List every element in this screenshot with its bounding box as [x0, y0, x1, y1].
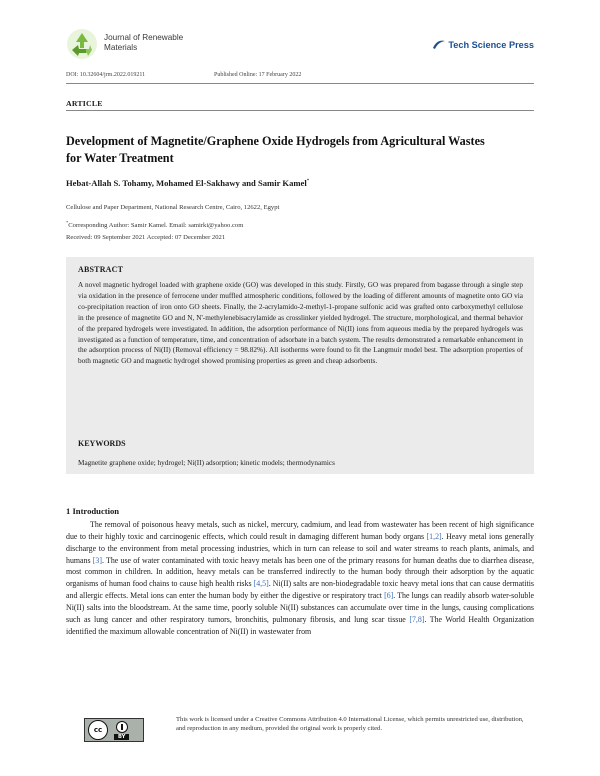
header-divider: [66, 83, 534, 84]
abstract-heading: ABSTRACT: [78, 265, 124, 274]
journal-name-line1: Journal of Renewable: [104, 33, 184, 42]
journal-name: [104, 33, 234, 53]
corresponding-author-text[interactable]: Corresponding Author: Samir Kamel. Email: samirki@yahoo.com: [68, 222, 244, 230]
abstract-text: A novel magnetic hydrogel loaded with graphene oxide (GO) was developed in this study. Firstly, GO was prepared from bagasse through a single step via oxidation in the presence of ferrocene under muffled atmospheric conditions, followed by the loading of different amounts of magnetite onto GO via co-precipitation reaction of iron onto GO sheets. Finally, the 2-acrylamido-2-methyl-1-propane sulfonic acid was grafted onto carboxymethyl cellulose in the presence of magnetite GO and N, N'-methylenebisacrylamide as crosslinker yielded hydrogel. The structure, morphological, and thermal behavior of the prepared hydrogels were investigated. In addition, the adsorption performance of Ni(II) ions from aqueous media by the prepared hydrogels was investigated as a function of temperature, time, and concentration of adsorbate in a batch system. The results demonstrated a remarkable enhancement in the adsorption process of Ni(II) (Removal efficiency = 98.82%). All isotherms were found to fit the Langmuir model best. The adsorption properties of both magnetic GO and magnetic hydrogel showed promising properties as green and cheap adsorbents.: [78, 281, 523, 366]
intro-text: . The lungs can readily absorb water-soluble Ni(II) salts into the bloodstream. At the same time, poorly soluble Ni(II) substances can accumulate over time in the lungs, causing complications such as lung cancer and other respiratory tumors, bronchitis, pulmonary fibrosis, and lung scar tissue: [66, 591, 534, 624]
article-label-divider: [66, 110, 534, 111]
citation-link[interactable]: [4,5]: [253, 579, 269, 589]
article-title-line1: Development of Magnetite/Graphene Oxide Hydrogels from Agricultural Wastes: [66, 134, 485, 148]
section-heading-introduction: 1 Introduction: [66, 506, 120, 516]
article-title: [66, 133, 536, 167]
publisher-logo: [432, 38, 534, 52]
cc-icon: cc: [88, 720, 108, 740]
person-icon: [116, 721, 128, 733]
license-footer: [84, 715, 534, 755]
intro-text: . Heavy metal ions generally discharge to the environment from metal processing industries, which in turn can release to soil and water streams to reach plants, animals, and humans: [66, 531, 534, 565]
intro-text: . Ni(II) salts are non-biodegradable toxic heavy metal ions that can cause dermatitis and allergic effects. Metal ions can enter the human body by either the digestive or respiratory tract: [66, 579, 534, 601]
received-accepted-dates: Received: 09 September 2021 Accepted: 07 December 2021: [66, 234, 226, 241]
author-list: [66, 178, 309, 188]
keywords-heading: KEYWORDS: [78, 439, 126, 448]
journal-name-line2: Materials: [104, 43, 138, 52]
affiliation: Cellulose and Paper Department, National Research Centre, Cairo, 12622, Egypt: [66, 204, 280, 211]
intro-text: . The use of water contaminated with toxic heavy metals has been one of the primary reasons for human deaths due to diarrhea disease, most common in children. In addition, heavy metals can be transferred indirectly to the human body through their adsorption by the aquatic organisms of human food chains to cause high health risks: [66, 555, 534, 589]
article-meta: [66, 72, 534, 78]
citation-link[interactable]: [6]: [384, 591, 394, 601]
article-title-line2: for Water Treatment: [66, 151, 174, 165]
corresponding-author: [66, 218, 243, 230]
doi[interactable]: DOI: 10.32604/jrm.2022.019211: [66, 72, 146, 78]
publisher-name: Tech Science Press: [448, 40, 534, 50]
authors-text: Hebat-Allah S. Tohamy, Mohamed El-Sakhawy and Samir Kamel: [66, 178, 307, 188]
recycle-logo-icon: [66, 28, 98, 60]
intro-text: The removal of poisonous heavy metals, such as nickel, mercury, cadmium, and lead from wastewater has been recent of high significance due to their highly toxic and carcinogenic effects, which could result in damaging different human body organs: [66, 520, 534, 541]
cc-by-badge[interactable]: [84, 718, 144, 742]
citation-link[interactable]: [1,2]: [426, 531, 442, 541]
abstract-box: [66, 257, 534, 474]
license-text: This work is licensed under a Creative Commons Attribution 4.0 International License, which permits unrestricted use, distribution, and reproduction in any medium, provided the original work is properly cited.: [176, 716, 524, 733]
published-date: Published Online: 17 February 2022: [214, 72, 302, 78]
by-label: BY: [114, 734, 129, 740]
citation-link[interactable]: [7,8]: [409, 614, 425, 624]
author-corresponding-mark: *: [306, 179, 310, 185]
article-type-label: ARTICLE: [66, 99, 103, 108]
publisher-swoosh-icon: [432, 38, 446, 52]
keywords-text: Magnetite graphene oxide; hydrogel; Ni(II) adsorption; kinetic models; thermodynamics: [78, 459, 335, 467]
citation-link[interactable]: [3]: [92, 555, 102, 565]
introduction-paragraph: [66, 519, 534, 637]
intro-text: . The World Health Organization identified the maximum allowable concentration of Ni(II) in wastewater from: [66, 614, 535, 636]
corresponding-mark: *: [66, 220, 69, 225]
page-header: [66, 22, 534, 66]
by-part: [114, 721, 129, 740]
